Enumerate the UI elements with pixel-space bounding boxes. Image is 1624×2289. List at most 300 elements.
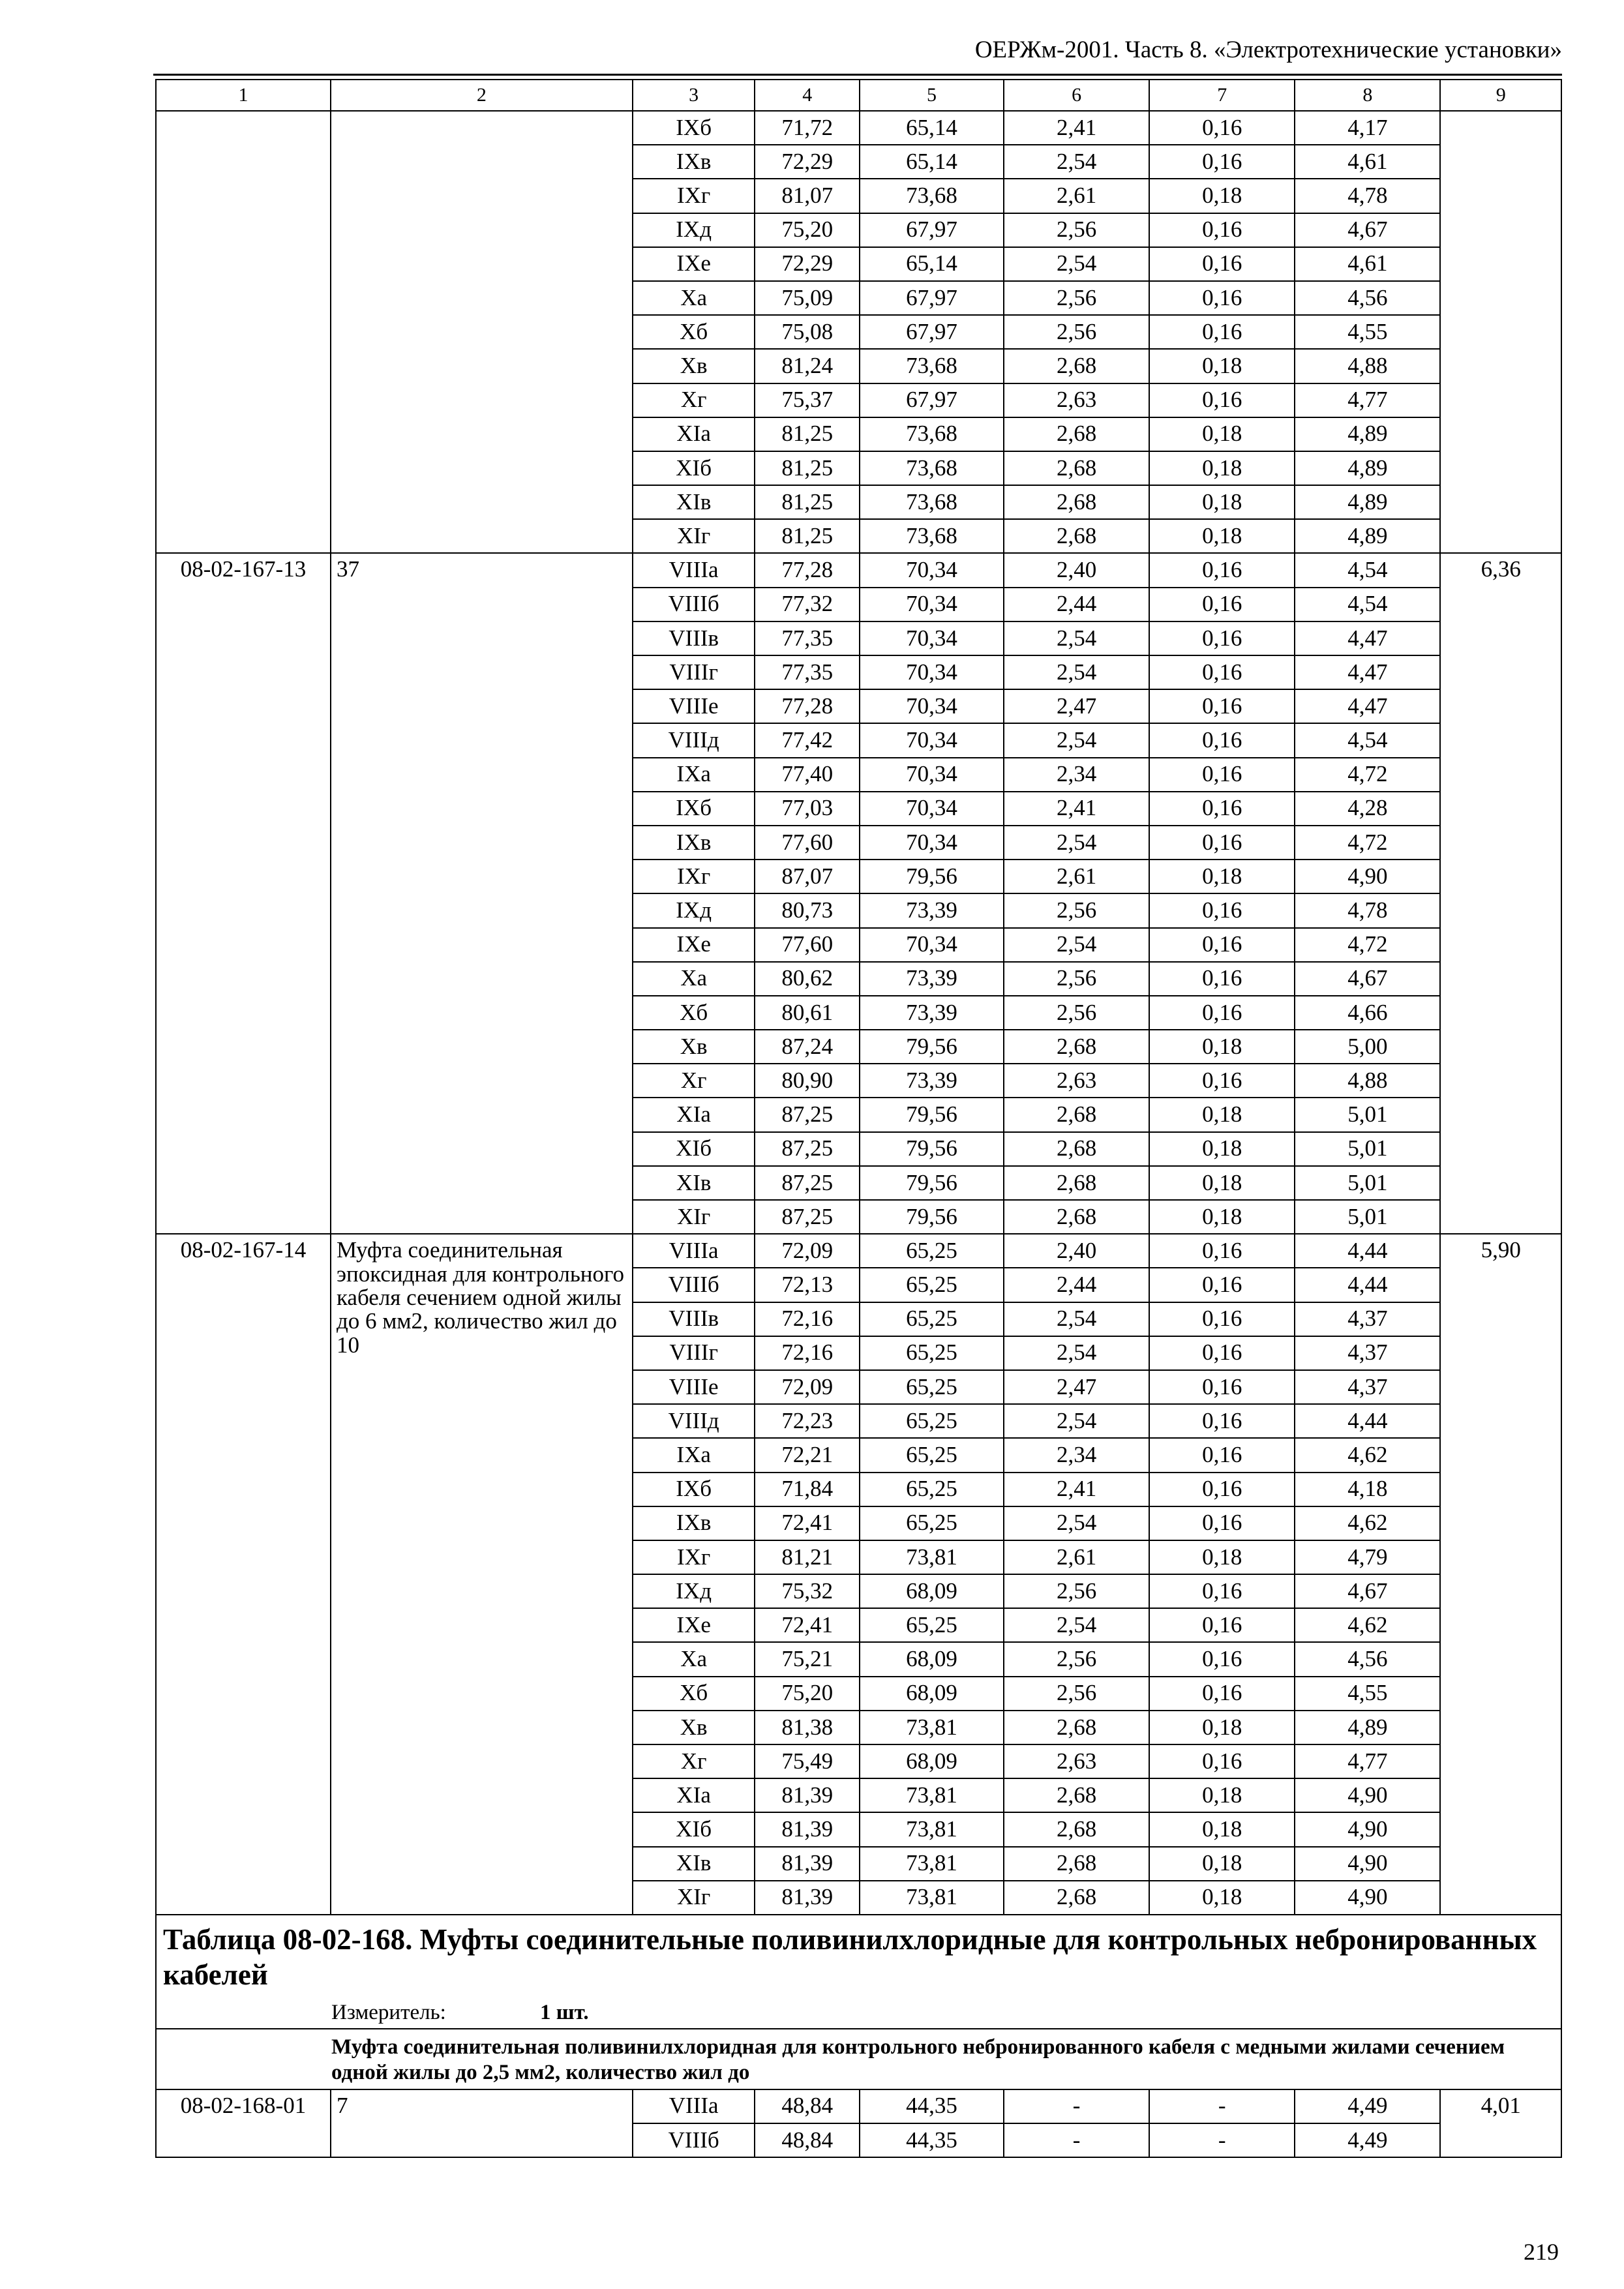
labor-cost-cell: 73,68: [860, 519, 1004, 553]
total-cost-cell: 72,21: [755, 1438, 860, 1472]
machine-cost-cell: 2,68: [1004, 519, 1149, 553]
total-cost-cell: 48,84: [755, 2089, 860, 2123]
price-table: [155, 79, 1562, 2158]
operator-wage-cell: 0,16: [1149, 792, 1295, 826]
material-cost-cell: 4,49: [1295, 2123, 1440, 2157]
region-zone-cell: VIIIг: [633, 1336, 755, 1370]
machine-cost-cell: 2,54: [1004, 145, 1149, 179]
material-cost-cell: 4,55: [1295, 1677, 1440, 1711]
labor-cost-cell: 44,35: [860, 2089, 1004, 2123]
operator-wage-cell: 0,16: [1149, 1438, 1295, 1472]
total-cost-cell: 77,60: [755, 826, 860, 860]
description-cell: 7: [331, 2089, 633, 2157]
material-cost-cell: 5,01: [1295, 1166, 1440, 1200]
labor-cost-cell: 73,81: [860, 1778, 1004, 1812]
work-subtitle: Муфта соединительная поливинилхлоридная для контрольного небронированного кабеля с медными жилами сечением одной жилы до 2,5 мм2, количество жил до: [156, 2029, 1561, 2089]
operator-wage-cell: 0,16: [1149, 826, 1295, 860]
total-cost-cell: 72,13: [755, 1268, 860, 1302]
labor-cost-cell: 65,25: [860, 1608, 1004, 1642]
column-number-row: [156, 80, 1561, 111]
total-cost-cell: 81,25: [755, 451, 860, 485]
operator-wage-cell: 0,18: [1149, 519, 1295, 553]
header-rule: [153, 74, 1562, 76]
machine-cost-cell: 2,56: [1004, 1677, 1149, 1711]
total-cost-cell: 77,32: [755, 588, 860, 621]
material-cost-cell: 4,88: [1295, 1064, 1440, 1098]
document-header-title: ОЕРЖм-2001. Часть 8. «Электротехнические установки»: [974, 37, 1562, 63]
column-number-cell: 9: [1440, 80, 1561, 111]
operator-wage-cell: 0,16: [1149, 1608, 1295, 1642]
region-zone-cell: VIIIв: [633, 1302, 755, 1336]
operator-wage-cell: 0,18: [1149, 1030, 1295, 1064]
total-cost-cell: 75,21: [755, 1642, 860, 1676]
labor-cost-cell: 73,68: [860, 417, 1004, 451]
machine-cost-cell: 2,54: [1004, 655, 1149, 689]
machine-cost-cell: 2,68: [1004, 451, 1149, 485]
machine-cost-cell: 2,54: [1004, 247, 1149, 281]
operator-wage-cell: 0,18: [1149, 451, 1295, 485]
material-cost-cell: 4,77: [1295, 1744, 1440, 1778]
material-cost-cell: 4,89: [1295, 1711, 1440, 1744]
material-cost-cell: 4,90: [1295, 1778, 1440, 1812]
total-cost-cell: 75,09: [755, 281, 860, 315]
region-zone-cell: VIIIа: [633, 553, 755, 587]
machine-cost-cell: 2,63: [1004, 1744, 1149, 1778]
material-cost-cell: 4,67: [1295, 962, 1440, 996]
code-cell: [156, 111, 331, 553]
total-cost-cell: 75,37: [755, 383, 860, 417]
material-cost-cell: 4,72: [1295, 826, 1440, 860]
material-cost-cell: 4,79: [1295, 1540, 1440, 1574]
region-zone-cell: Xв: [633, 1030, 755, 1064]
labor-cost-cell: 70,34: [860, 723, 1004, 757]
machine-cost-cell: 2,56: [1004, 996, 1149, 1030]
material-cost-cell: 4,62: [1295, 1608, 1440, 1642]
material-cost-cell: 4,89: [1295, 417, 1440, 451]
operator-wage-cell: 0,18: [1149, 417, 1295, 451]
material-cost-cell: 4,54: [1295, 588, 1440, 621]
region-zone-cell: XIв: [633, 1166, 755, 1200]
machine-cost-cell: 2,68: [1004, 1132, 1149, 1166]
material-cost-cell: 4,90: [1295, 1881, 1440, 1915]
material-cost-cell: 4,47: [1295, 655, 1440, 689]
region-zone-cell: XIб: [633, 1812, 755, 1846]
material-cost-cell: 4,44: [1295, 1268, 1440, 1302]
region-zone-cell: VIIIе: [633, 1370, 755, 1404]
region-zone-cell: Xг: [633, 1744, 755, 1778]
labor-cost-cell: 68,09: [860, 1574, 1004, 1608]
meter-label: Измеритель:: [331, 2000, 446, 2024]
labor-cost-cell: 73,39: [860, 962, 1004, 996]
material-cost-cell: 5,01: [1295, 1098, 1440, 1131]
labor-cost-cell: 65,25: [860, 1506, 1004, 1540]
material-cost-cell: 5,01: [1295, 1200, 1440, 1234]
region-zone-cell: VIIIа: [633, 2089, 755, 2123]
machine-cost-cell: 2,68: [1004, 1030, 1149, 1064]
labor-cost-cell: 73,81: [860, 1711, 1004, 1744]
material-cost-cell: 4,62: [1295, 1438, 1440, 1472]
code-cell: 08-02-167-14: [156, 1234, 331, 1915]
code-cell: 08-02-167-13: [156, 553, 331, 1234]
price-cell: 4,01: [1440, 2089, 1561, 2157]
region-zone-cell: XIг: [633, 519, 755, 553]
operator-wage-cell: 0,16: [1149, 213, 1295, 247]
material-cost-cell: 4,49: [1295, 2089, 1440, 2123]
machine-cost-cell: 2,47: [1004, 689, 1149, 723]
column-number-cell: 2: [331, 80, 633, 111]
machine-cost-cell: 2,68: [1004, 1098, 1149, 1131]
machine-cost-cell: 2,44: [1004, 588, 1149, 621]
operator-wage-cell: 0,16: [1149, 1677, 1295, 1711]
region-zone-cell: VIIIг: [633, 655, 755, 689]
material-cost-cell: 4,90: [1295, 1847, 1440, 1881]
total-cost-cell: 72,41: [755, 1506, 860, 1540]
labor-cost-cell: 65,25: [860, 1302, 1004, 1336]
operator-wage-cell: 0,16: [1149, 1268, 1295, 1302]
column-number-cell: 4: [755, 80, 860, 111]
total-cost-cell: 87,24: [755, 1030, 860, 1064]
total-cost-cell: 77,35: [755, 621, 860, 655]
material-cost-cell: 4,18: [1295, 1473, 1440, 1506]
region-zone-cell: IXе: [633, 247, 755, 281]
operator-wage-cell: 0,16: [1149, 1404, 1295, 1438]
material-cost-cell: 4,47: [1295, 689, 1440, 723]
operator-wage-cell: 0,16: [1149, 1336, 1295, 1370]
labor-cost-cell: 79,56: [860, 1166, 1004, 1200]
material-cost-cell: 4,55: [1295, 315, 1440, 349]
total-cost-cell: 72,16: [755, 1302, 860, 1336]
region-zone-cell: Xб: [633, 996, 755, 1030]
operator-wage-cell: 0,16: [1149, 689, 1295, 723]
operator-wage-cell: 0,16: [1149, 996, 1295, 1030]
region-zone-cell: IXе: [633, 1608, 755, 1642]
region-zone-cell: VIIIд: [633, 723, 755, 757]
total-cost-cell: 81,39: [755, 1847, 860, 1881]
labor-cost-cell: 70,34: [860, 588, 1004, 621]
labor-cost-cell: 65,25: [860, 1370, 1004, 1404]
subtitle-row: [156, 2029, 1561, 2089]
operator-wage-cell: 0,18: [1149, 1847, 1295, 1881]
labor-cost-cell: 70,34: [860, 826, 1004, 860]
material-cost-cell: 4,56: [1295, 281, 1440, 315]
section-title-row: [156, 1915, 1561, 2029]
region-zone-cell: IXб: [633, 1473, 755, 1506]
region-zone-cell: VIIIв: [633, 621, 755, 655]
table-row: [156, 2089, 1561, 2123]
labor-cost-cell: 73,39: [860, 893, 1004, 927]
labor-cost-cell: 70,34: [860, 928, 1004, 962]
machine-cost-cell: 2,41: [1004, 792, 1149, 826]
total-cost-cell: 75,08: [755, 315, 860, 349]
total-cost-cell: 77,03: [755, 792, 860, 826]
machine-cost-cell: 2,54: [1004, 621, 1149, 655]
machine-cost-cell: 2,56: [1004, 281, 1149, 315]
labor-cost-cell: 70,34: [860, 689, 1004, 723]
machine-cost-cell: 2,54: [1004, 1404, 1149, 1438]
operator-wage-cell: -: [1149, 2089, 1295, 2123]
price-cell: 6,36: [1440, 553, 1561, 1234]
region-zone-cell: IXб: [633, 792, 755, 826]
operator-wage-cell: 0,16: [1149, 758, 1295, 792]
operator-wage-cell: 0,16: [1149, 1234, 1295, 1268]
region-zone-cell: XIа: [633, 1098, 755, 1131]
labor-cost-cell: 79,56: [860, 860, 1004, 893]
labor-cost-cell: 65,14: [860, 247, 1004, 281]
region-zone-cell: VIIIд: [633, 1404, 755, 1438]
labor-cost-cell: 65,25: [860, 1473, 1004, 1506]
machine-cost-cell: 2,56: [1004, 893, 1149, 927]
total-cost-cell: 87,25: [755, 1166, 860, 1200]
operator-wage-cell: 0,18: [1149, 860, 1295, 893]
labor-cost-cell: 65,25: [860, 1268, 1004, 1302]
operator-wage-cell: 0,18: [1149, 1540, 1295, 1574]
column-number-cell: 1: [156, 80, 331, 111]
machine-cost-cell: 2,56: [1004, 1574, 1149, 1608]
total-cost-cell: 72,23: [755, 1404, 860, 1438]
operator-wage-cell: 0,18: [1149, 1711, 1295, 1744]
material-cost-cell: 4,72: [1295, 928, 1440, 962]
labor-cost-cell: 79,56: [860, 1030, 1004, 1064]
total-cost-cell: 80,90: [755, 1064, 860, 1098]
operator-wage-cell: 0,16: [1149, 1574, 1295, 1608]
machine-cost-cell: 2,61: [1004, 860, 1149, 893]
region-zone-cell: IXв: [633, 826, 755, 860]
total-cost-cell: 72,09: [755, 1234, 860, 1268]
operator-wage-cell: 0,18: [1149, 349, 1295, 383]
total-cost-cell: 81,21: [755, 1540, 860, 1574]
total-cost-cell: 81,24: [755, 349, 860, 383]
machine-cost-cell: 2,68: [1004, 1166, 1149, 1200]
labor-cost-cell: 68,09: [860, 1744, 1004, 1778]
region-zone-cell: Xа: [633, 281, 755, 315]
labor-cost-cell: 68,09: [860, 1677, 1004, 1711]
total-cost-cell: 72,29: [755, 247, 860, 281]
machine-cost-cell: 2,68: [1004, 1711, 1149, 1744]
operator-wage-cell: -: [1149, 2123, 1295, 2157]
material-cost-cell: 4,61: [1295, 145, 1440, 179]
total-cost-cell: 71,72: [755, 111, 860, 145]
region-zone-cell: Xа: [633, 1642, 755, 1676]
labor-cost-cell: 73,68: [860, 451, 1004, 485]
description-cell: Муфта соединительная эпоксидная для контрольного кабеля сечением одной жилы до 6 мм2, количество жил до 10: [331, 1234, 633, 1915]
total-cost-cell: 77,40: [755, 758, 860, 792]
page-number: 219: [1524, 2239, 1559, 2265]
material-cost-cell: 4,88: [1295, 349, 1440, 383]
operator-wage-cell: 0,16: [1149, 893, 1295, 927]
region-zone-cell: IXг: [633, 1540, 755, 1574]
operator-wage-cell: 0,16: [1149, 928, 1295, 962]
labor-cost-cell: 73,81: [860, 1847, 1004, 1881]
operator-wage-cell: 0,16: [1149, 1744, 1295, 1778]
material-cost-cell: 4,89: [1295, 485, 1440, 519]
column-number-cell: 6: [1004, 80, 1149, 111]
machine-cost-cell: 2,34: [1004, 758, 1149, 792]
total-cost-cell: 48,84: [755, 2123, 860, 2157]
material-cost-cell: 4,66: [1295, 996, 1440, 1030]
table-title: Таблица 08-02-168. Муфты соединительные поливинилхлоридные для контрольных небронированных кабелей: [163, 1922, 1537, 1991]
total-cost-cell: 80,62: [755, 962, 860, 996]
total-cost-cell: 87,25: [755, 1098, 860, 1131]
total-cost-cell: 75,49: [755, 1744, 860, 1778]
total-cost-cell: 71,84: [755, 1473, 860, 1506]
operator-wage-cell: 0,18: [1149, 1812, 1295, 1846]
section-title-cell: [156, 1915, 1561, 2029]
material-cost-cell: 4,78: [1295, 179, 1440, 213]
column-number-cell: 7: [1149, 80, 1295, 111]
total-cost-cell: 80,61: [755, 996, 860, 1030]
total-cost-cell: 77,28: [755, 689, 860, 723]
operator-wage-cell: 0,18: [1149, 1166, 1295, 1200]
operator-wage-cell: 0,16: [1149, 1506, 1295, 1540]
operator-wage-cell: 0,16: [1149, 1642, 1295, 1676]
region-zone-cell: IXг: [633, 860, 755, 893]
meter-line: [163, 2001, 1554, 2024]
total-cost-cell: 75,32: [755, 1574, 860, 1608]
operator-wage-cell: 0,16: [1149, 111, 1295, 145]
total-cost-cell: 87,25: [755, 1200, 860, 1234]
operator-wage-cell: 0,18: [1149, 1200, 1295, 1234]
region-zone-cell: VIIIб: [633, 1268, 755, 1302]
description-cell: 37: [331, 553, 633, 1234]
machine-cost-cell: 2,54: [1004, 1506, 1149, 1540]
material-cost-cell: 4,89: [1295, 451, 1440, 485]
machine-cost-cell: 2,56: [1004, 213, 1149, 247]
total-cost-cell: 72,09: [755, 1370, 860, 1404]
material-cost-cell: 4,56: [1295, 1642, 1440, 1676]
region-zone-cell: IXг: [633, 179, 755, 213]
labor-cost-cell: 73,39: [860, 996, 1004, 1030]
machine-cost-cell: 2,40: [1004, 553, 1149, 587]
machine-cost-cell: 2,40: [1004, 1234, 1149, 1268]
material-cost-cell: 4,37: [1295, 1336, 1440, 1370]
machine-cost-cell: -: [1004, 2123, 1149, 2157]
labor-cost-cell: 67,97: [860, 213, 1004, 247]
total-cost-cell: 77,42: [755, 723, 860, 757]
region-zone-cell: IXд: [633, 213, 755, 247]
labor-cost-cell: 73,68: [860, 179, 1004, 213]
region-zone-cell: XIб: [633, 1132, 755, 1166]
labor-cost-cell: 65,25: [860, 1438, 1004, 1472]
column-number-cell: 3: [633, 80, 755, 111]
machine-cost-cell: 2,68: [1004, 1200, 1149, 1234]
region-zone-cell: Xв: [633, 349, 755, 383]
machine-cost-cell: 2,41: [1004, 1473, 1149, 1506]
operator-wage-cell: 0,18: [1149, 485, 1295, 519]
labor-cost-cell: 70,34: [860, 553, 1004, 587]
region-zone-cell: IXа: [633, 1438, 755, 1472]
region-zone-cell: VIIIб: [633, 588, 755, 621]
operator-wage-cell: 0,16: [1149, 553, 1295, 587]
machine-cost-cell: 2,68: [1004, 349, 1149, 383]
machine-cost-cell: 2,54: [1004, 1336, 1149, 1370]
material-cost-cell: 4,77: [1295, 383, 1440, 417]
region-zone-cell: Xв: [633, 1711, 755, 1744]
price-cell: 5,90: [1440, 1234, 1561, 1915]
labor-cost-cell: 70,34: [860, 758, 1004, 792]
region-zone-cell: XIв: [633, 1847, 755, 1881]
region-zone-cell: XIг: [633, 1200, 755, 1234]
machine-cost-cell: 2,56: [1004, 315, 1149, 349]
total-cost-cell: 77,60: [755, 928, 860, 962]
operator-wage-cell: 0,16: [1149, 1064, 1295, 1098]
total-cost-cell: 81,25: [755, 485, 860, 519]
operator-wage-cell: 0,16: [1149, 1473, 1295, 1506]
material-cost-cell: 4,89: [1295, 519, 1440, 553]
machine-cost-cell: 2,54: [1004, 1608, 1149, 1642]
machine-cost-cell: 2,61: [1004, 1540, 1149, 1574]
material-cost-cell: 4,67: [1295, 1574, 1440, 1608]
operator-wage-cell: 0,18: [1149, 1778, 1295, 1812]
labor-cost-cell: 73,81: [860, 1540, 1004, 1574]
labor-cost-cell: 79,56: [860, 1132, 1004, 1166]
machine-cost-cell: 2,47: [1004, 1370, 1149, 1404]
machine-cost-cell: 2,56: [1004, 1642, 1149, 1676]
operator-wage-cell: 0,16: [1149, 383, 1295, 417]
total-cost-cell: 81,38: [755, 1711, 860, 1744]
region-zone-cell: IXд: [633, 1574, 755, 1608]
material-cost-cell: 4,37: [1295, 1302, 1440, 1336]
region-zone-cell: IXв: [633, 1506, 755, 1540]
operator-wage-cell: 0,18: [1149, 1881, 1295, 1915]
region-zone-cell: VIIIа: [633, 1234, 755, 1268]
region-zone-cell: IXе: [633, 928, 755, 962]
region-zone-cell: XIа: [633, 1778, 755, 1812]
region-zone-cell: XIа: [633, 417, 755, 451]
total-cost-cell: 81,25: [755, 417, 860, 451]
region-zone-cell: Xб: [633, 315, 755, 349]
total-cost-cell: 72,41: [755, 1608, 860, 1642]
labor-cost-cell: 73,81: [860, 1881, 1004, 1915]
region-zone-cell: IXа: [633, 758, 755, 792]
material-cost-cell: 4,54: [1295, 723, 1440, 757]
total-cost-cell: 81,07: [755, 179, 860, 213]
region-zone-cell: XIг: [633, 1881, 755, 1915]
total-cost-cell: 75,20: [755, 1677, 860, 1711]
operator-wage-cell: 0,16: [1149, 315, 1295, 349]
machine-cost-cell: -: [1004, 2089, 1149, 2123]
machine-cost-cell: 2,54: [1004, 826, 1149, 860]
machine-cost-cell: 2,68: [1004, 1778, 1149, 1812]
material-cost-cell: 4,67: [1295, 213, 1440, 247]
operator-wage-cell: 0,16: [1149, 1302, 1295, 1336]
machine-cost-cell: 2,63: [1004, 383, 1149, 417]
total-cost-cell: 72,16: [755, 1336, 860, 1370]
region-zone-cell: VIIIе: [633, 689, 755, 723]
labor-cost-cell: 68,09: [860, 1642, 1004, 1676]
region-zone-cell: Xг: [633, 1064, 755, 1098]
material-cost-cell: 4,28: [1295, 792, 1440, 826]
total-cost-cell: 72,29: [755, 145, 860, 179]
labor-cost-cell: 65,25: [860, 1336, 1004, 1370]
labor-cost-cell: 65,14: [860, 145, 1004, 179]
labor-cost-cell: 70,34: [860, 792, 1004, 826]
table-row: [156, 111, 1561, 145]
total-cost-cell: 81,39: [755, 1881, 860, 1915]
machine-cost-cell: 2,34: [1004, 1438, 1149, 1472]
total-cost-cell: 81,25: [755, 519, 860, 553]
material-cost-cell: 5,01: [1295, 1132, 1440, 1166]
material-cost-cell: 4,61: [1295, 247, 1440, 281]
machine-cost-cell: 2,44: [1004, 1268, 1149, 1302]
machine-cost-cell: 2,68: [1004, 1881, 1149, 1915]
machine-cost-cell: 2,63: [1004, 1064, 1149, 1098]
material-cost-cell: 4,54: [1295, 553, 1440, 587]
operator-wage-cell: 0,18: [1149, 179, 1295, 213]
region-zone-cell: Xа: [633, 962, 755, 996]
machine-cost-cell: 2,56: [1004, 962, 1149, 996]
labor-cost-cell: 65,25: [860, 1404, 1004, 1438]
total-cost-cell: 80,73: [755, 893, 860, 927]
